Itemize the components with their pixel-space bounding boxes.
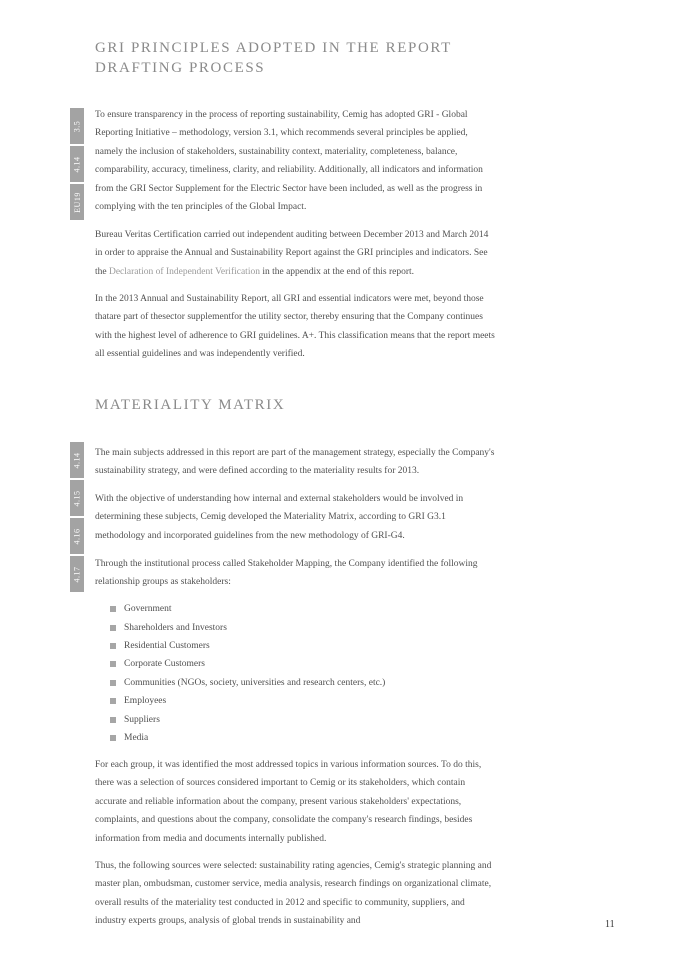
bullet-square-icon [110,698,116,704]
bullet-square-icon [110,606,116,612]
list-item: Corporate Customers [110,655,385,673]
list-item: Employees [110,692,385,710]
gri-tag: 4.17 [70,556,84,592]
section-heading-gri-principles [95,38,452,78]
page-number: 11 [605,919,615,930]
list-item: Government [110,600,385,618]
verification-link[interactable]: Declaration of Independent Verification [108,266,260,277]
gri-tag: EU19 [70,184,84,220]
gri-paragraph-1: To ensure transparency in the process of reporting sustainability, Cemig has adopted GRI - Global Reporting Initiative – methodology, version 3.1, which recommends several principles be applied, namely the inclusion of stakeholders, sustainability context, materiality, completeness, balance, comparability, accuracy, timeliness, clarity, and reliability. Additionally, all indicators and information from the GRI Sector Supplement for the Electric Sector have been included, as well as the progress in complying with the ten principles of the Global Impact. [95,110,483,213]
gri-tag: 4.14 [70,442,84,478]
bullet-square-icon [110,717,116,723]
bullet-square-icon [110,643,116,649]
gri-paragraph-3: In the 2013 Annual and Sustainability Report, all GRI and essential indicators were met, beyond those thatare part of thesector supplementfor the utility sector, thereby ensuring that the Company continues with the highest level of adherence to GRI guidelines. A+. This classification means that the report meets all essential guidelines and was independently verified. [95,294,495,360]
gri-tag: 4.14 [70,146,84,182]
list-item: Suppliers [110,710,385,728]
materiality-paragraph-5: Thus, the following sources were selected: sustainability rating agencies, Cemig's strategic planning and master plan, ombudsman, customer service, media analysis, research findings on organizational climate, overall results of the materiality test conducted in 2012 and specific to community, suppliers, and industry experts groups, analysis of global trends in sustainability and [95,861,492,927]
materiality-paragraph-3: Through the institutional process called Stakeholder Mapping, the Company identified the following relationship groups as stakeholders: [95,559,478,588]
materiality-paragraph-1: The main subjects addressed in this report are part of the management strategy, especially the Company's sustainability strategy, and were defined according to the materiality results for 2013. [95,448,495,477]
bullet-square-icon [110,735,116,741]
materiality-paragraph-2: With the objective of understanding how internal and external stakeholders would be involved in determining these subjects, Cemig developed the Materiality Matrix, according to GRI G3.1 methodology and incorporated guidelines from the new methodology of GRI-G4. [95,494,464,541]
bullet-square-icon [110,661,116,667]
gri-tag: 4.15 [70,480,84,516]
list-item: Residential Customers [110,637,385,655]
list-item: Shareholders and Investors [110,618,385,636]
gri-paragraph-2: Bureau Veritas Certification carried out independent auditing between December 2013 and March 2014 in order to appraise the Annual and Sustainability Report against the GRI principles and indicators. See the Declaration of Independent Verification in the appendix at the end of this report. [95,230,489,277]
materiality-paragraph-4: For each group, it was identified the most addressed topics in various information sources. To do this, there was a selection of sources considered important to Cemig or its stakeholders, which contain accurate and reliable information about the company, present various stakeholders' expectations, complaints, and questions about the company, consolidate the company's research findings, besides information from media and documents internally published. [95,760,482,844]
list-item: Communities (NGOs, society, universities and research centers, etc.) [110,674,385,692]
list-item: Media [110,729,385,747]
gri-tag: 3.5 [70,108,84,144]
bullet-square-icon [110,625,116,631]
heading-line-2: DRAFTING PROCESS [95,60,266,76]
stakeholder-list [110,600,385,747]
section-heading-materiality-matrix: MATERIALITY MATRIX [95,397,286,413]
gri-tag: 4.16 [70,518,84,554]
bullet-square-icon [110,680,116,686]
heading-line-1: GRI PRINCIPLES ADOPTED IN THE REPORT [95,40,452,56]
